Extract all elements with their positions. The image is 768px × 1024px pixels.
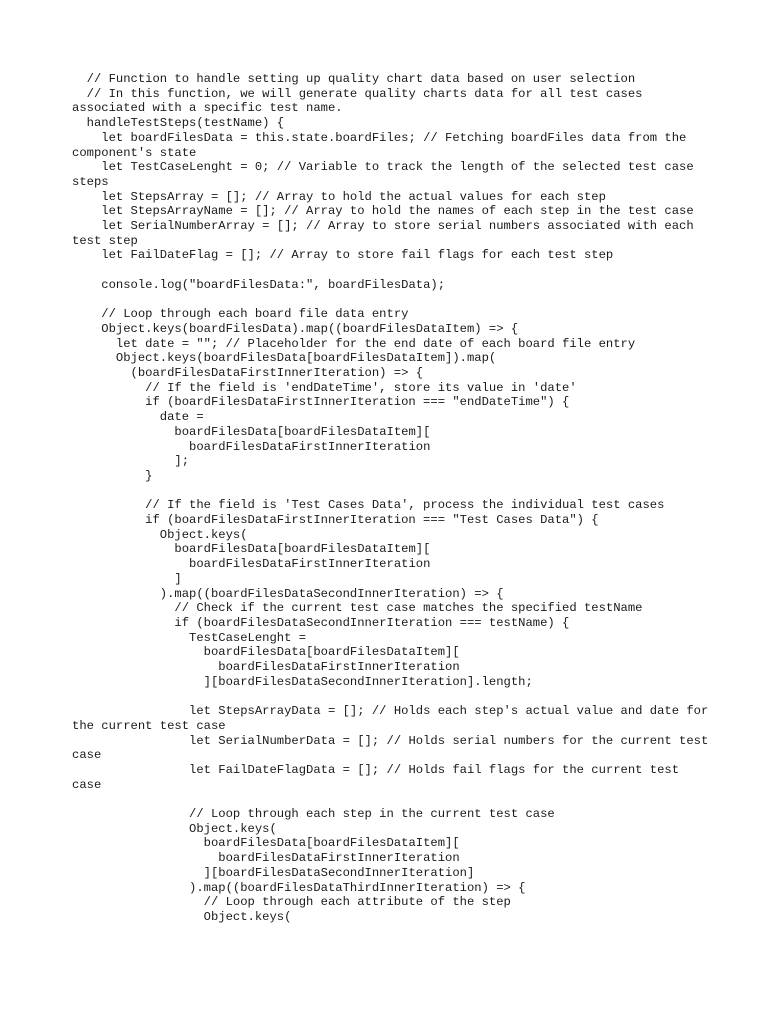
code-line: // Loop through each attribute of the step — [72, 895, 511, 910]
code-line: ][boardFilesDataSecondInnerIteration].length; — [72, 674, 533, 689]
code-line: if (boardFilesDataSecondInnerIteration === testName) { — [72, 615, 570, 630]
code-line: ][boardFilesDataSecondInnerIteration] — [72, 865, 475, 880]
blank-line — [72, 263, 712, 278]
code-line: handleTestSteps(testName) { — [72, 116, 285, 131]
code-line: Object.keys(boardFilesData[boardFilesDataItem]).map( — [72, 351, 497, 366]
code-line: // Check if the current test case matches the specified testName — [72, 601, 643, 616]
code-line: boardFilesData[boardFilesDataItem][ — [72, 424, 431, 439]
code-line: ] — [72, 571, 182, 586]
code-line: Object.keys( — [72, 821, 277, 836]
code-line: boardFilesData[boardFilesDataItem][ — [72, 542, 431, 557]
code-line: date = — [72, 410, 204, 425]
code-line: boardFilesDataFirstInnerIteration — [72, 439, 431, 454]
blank-line — [72, 689, 712, 704]
code-line: boardFilesDataFirstInnerIteration — [72, 851, 460, 866]
code-line: Object.keys( — [72, 527, 248, 542]
code-line: let SerialNumberArray = []; // Array to store serial numbers associated with each test step — [72, 219, 702, 248]
code-line: let date = ""; // Placeholder for the end date of each board file entry — [72, 336, 636, 351]
code-line: Object.keys( — [72, 910, 292, 924]
code-line: ]; — [72, 454, 190, 469]
code-line: boardFilesData[boardFilesDataItem][ — [72, 836, 460, 851]
code-line: TestCaseLenght = — [72, 630, 307, 645]
code-line: boardFilesDataFirstInnerIteration — [72, 660, 460, 675]
code-line: let boardFilesData = this.state.boardFiles; // Fetching boardFiles data from the component's state — [72, 130, 694, 160]
code-line: let FailDateFlag = []; // Array to store fail flags for each test step — [72, 248, 614, 263]
code-line: let StepsArrayName = []; // Array to hold the names of each step in the test case — [72, 204, 694, 219]
code-line: let SerialNumberData = []; // Holds serial numbers for the current test case — [72, 733, 716, 763]
code-line: boardFilesData[boardFilesDataItem][ — [72, 645, 460, 660]
code-line: Object.keys(boardFilesData).map((boardFilesDataItem) => { — [72, 321, 519, 336]
code-line: let StepsArray = []; // Array to hold the actual values for each step — [72, 189, 606, 204]
code-block — [72, 72, 716, 925]
blank-line — [72, 484, 712, 499]
code-line: // If the field is 'Test Cases Data', process the individual test cases — [72, 498, 665, 513]
code-line: console.log("boardFilesData:", boardFilesData); — [72, 277, 446, 292]
code-line: // If the field is 'endDateTime', store its value in 'date' — [72, 380, 577, 395]
code-line: ).map((boardFilesDataThirdInnerIteration) => { — [72, 880, 526, 895]
code-line: } — [72, 468, 153, 483]
blank-line — [72, 792, 712, 807]
document-page — [72, 72, 716, 925]
code-line: ).map((boardFilesDataSecondInnerIteration) => { — [72, 586, 504, 601]
code-line: boardFilesDataFirstInnerIteration — [72, 557, 431, 572]
blank-line — [72, 293, 712, 308]
code-line: // In this function, we will generate quality charts data for all test cases associated with a specific test name. — [72, 86, 650, 116]
code-line: (boardFilesDataFirstInnerIteration) => { — [72, 366, 424, 381]
code-line: let FailDateFlagData = []; // Holds fail flags for the current test case — [72, 762, 687, 792]
code-line: let StepsArrayData = []; // Holds each step's actual value and date for the current test case — [72, 704, 716, 733]
code-line: // Loop through each board file data entry — [72, 307, 409, 322]
code-line: // Function to handle setting up quality chart data based on user selection — [72, 72, 636, 86]
code-line: if (boardFilesDataFirstInnerIteration === "Test Cases Data") { — [72, 513, 599, 528]
code-line: if (boardFilesDataFirstInnerIteration === "endDateTime") { — [72, 395, 570, 410]
code-line: let TestCaseLenght = 0; // Variable to track the length of the selected test case steps — [72, 160, 702, 189]
code-line: // Loop through each step in the current test case — [72, 807, 555, 822]
